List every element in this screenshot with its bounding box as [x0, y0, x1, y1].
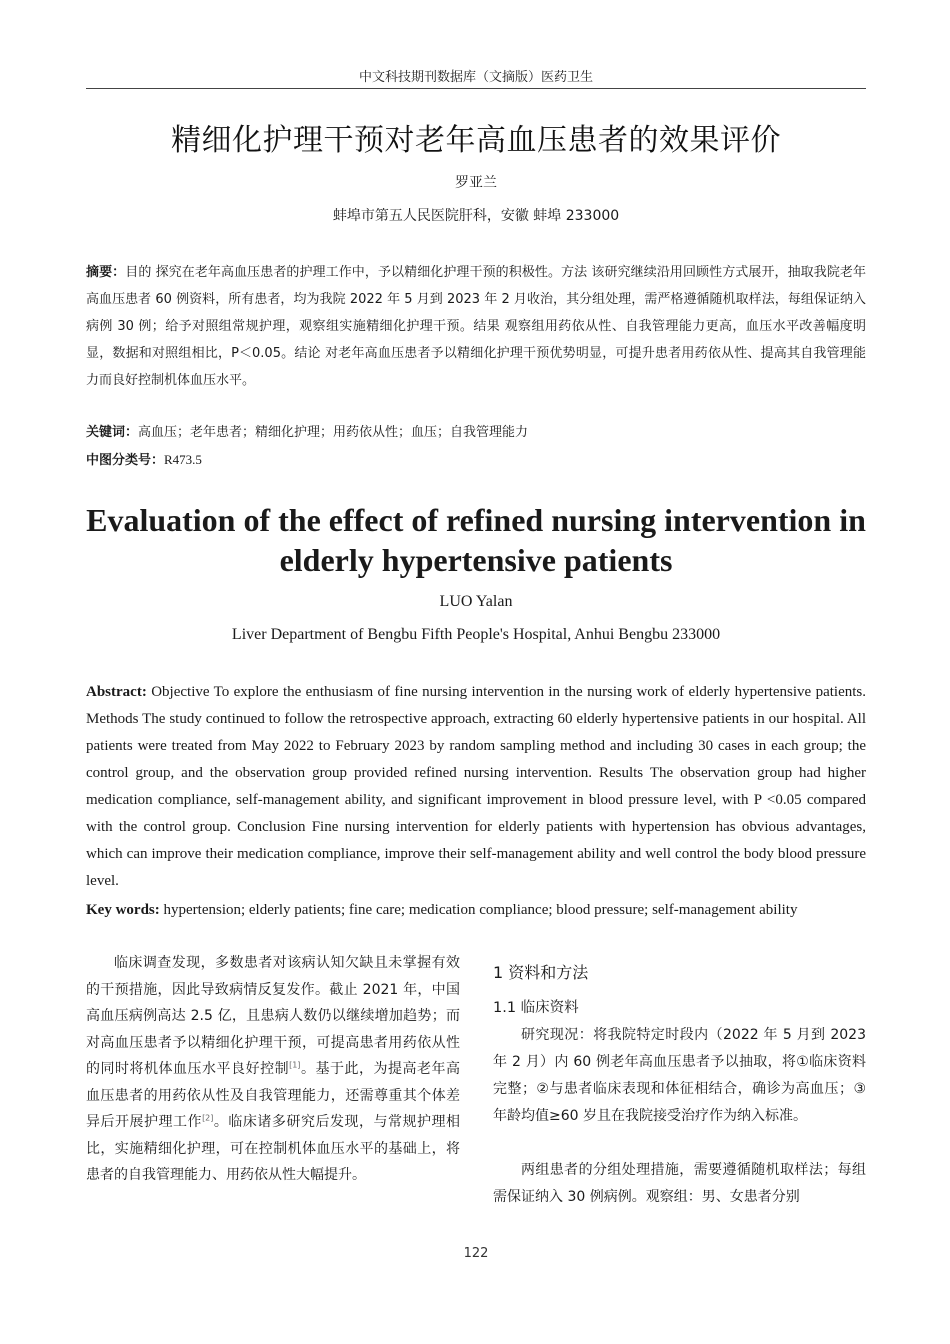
cn-class-number: R473.5	[164, 452, 202, 467]
en-abstract-text: Objective To explore the enthusiasm of fine nursing intervention in the nursing work of elderly hypertensive patients. Methods The study continued to follow the retrospective approach, extracting 60 elderly hypertensive patients in our hospital. All patients were treated from May 2022 to February 2023 by random sampling method and including 30 cases in each group; the control group, and the observation group provided refined nursing intervention. Results The observation group had higher medication compliance, self-management ability, and significant improvement in blood pressure level, with P <0.05 compared with the control group. Conclusion Fine nursing intervention for elderly patients with hypertension has obvious advantages, which can improve their medication compliance, improve their self-management ability and well control the body blood pressure level.	[86, 684, 866, 889]
intro-text-2: 。基于此，为提高老年高血压患者的用药依从性及自我管理能力，还需尊重其个体差异后开展护理工作	[86, 1061, 461, 1130]
citation-2[interactable]: [2]	[202, 1113, 214, 1123]
en-affiliation: Liver Department of Bengbu Fifth People's Hospital, Anhui Bengbu 233000	[231, 626, 721, 643]
section-heading: 1 资料和方法	[493, 963, 589, 982]
clinical-data-paragraph-1: 研究现况：将我院特定时段内（2022 年 5 月到 2023 年 2 月）内 60 例老年高血压患者予以抽取，将①临床资料完整；②与患者临床表现和体征相结合，确诊为高血压；③年龄均值≥60 岁且在我院接受治疗作为纳入标准。	[493, 1027, 866, 1124]
cn-abstract-text: 目的 探究在老年高血压患者的护理工作中，予以精细化护理干预的积极性。方法 该研究继续沿用回顾性方式展开，抽取我院老年高血压患者 60 例资料，所有患者，均为我院 2022 年 5 月到 2023 年 2 月收治，其分组处理，需严格遵循随机取样法，每组保证纳入病例 30 例；给予对照组常规护理，观察组实施精细化护理干预。结果 观察组用药依从性、自我管理能力更高，血压水平改善幅度明显，数据和对照组相比，P＜0.05。结论 对老年高血压患者予以精细化护理干预优势明显，可提升患者用药依从性、提高其自我管理能力而良好控制机体血压水平。	[86, 265, 866, 388]
cn-keywords	[86, 421, 866, 445]
cn-affiliation: 蚌埠市第五人民医院肝科，安徽 蚌埠 233000	[332, 208, 620, 224]
en-abstract	[86, 679, 866, 895]
en-keywords-label: Key words:	[86, 902, 160, 918]
page-number: 122	[463, 1246, 489, 1261]
cn-abstract-label: 摘要：	[86, 265, 126, 280]
intro-text-1: 临床调查发现，多数患者对该病认知欠缺且未掌握有效的干预措施，因此导致病情反复发作。截止 2021 年，中国高血压病例高达 2.5 亿，且患病人数仍以继续增加趋势；而对高血压患者予以精细化护理干预，可提高患者用药依从性的同时将机体血压水平良好控制	[86, 955, 460, 1077]
subsection-heading: 1.1 临床资料	[493, 1000, 579, 1016]
journal-header: 中文科技期刊数据库（文摘版）医药卫生	[358, 70, 593, 85]
cn-title: 精细化护理干预对老年高血压患者的效果评价	[171, 123, 781, 158]
cn-keywords-label: 关键词：	[86, 425, 139, 440]
en-keywords	[86, 897, 866, 924]
en-author: LUO Yalan	[439, 593, 513, 610]
clinical-data-paragraph-2: 两组患者的分组处理措施，需要遵循随机取样法；每组需保证纳入 30 例病例。观察组：男、女患者分别	[493, 1162, 866, 1205]
citation-1[interactable]: [1]	[289, 1060, 301, 1070]
en-abstract-label: Abstract:	[86, 684, 147, 700]
cn-author: 罗亚兰	[455, 175, 497, 191]
header-rule	[86, 88, 866, 89]
en-title: Evaluation of the effect of refined nursing intervention in elderly hypertensive patients	[86, 502, 866, 578]
intro-text-3: 。临床诸多研究后发现，与常规护理相比，实施精细化护理，可在控制机体血压水平的基础上，将患者的自我管理能力、用药依从性大幅提升。	[86, 1114, 461, 1183]
en-keywords-text: hypertension; elderly patients; fine care; medication compliance; blood pressure; self-management ability	[159, 902, 798, 918]
cn-abstract	[86, 259, 866, 394]
cn-class-label: 中图分类号：	[86, 453, 165, 468]
cn-keywords-text: 高血压；老年患者；精细化护理；用药依从性；血压；自我管理能力	[138, 425, 529, 440]
intro-paragraph	[86, 950, 460, 1189]
cn-classification	[86, 448, 866, 473]
